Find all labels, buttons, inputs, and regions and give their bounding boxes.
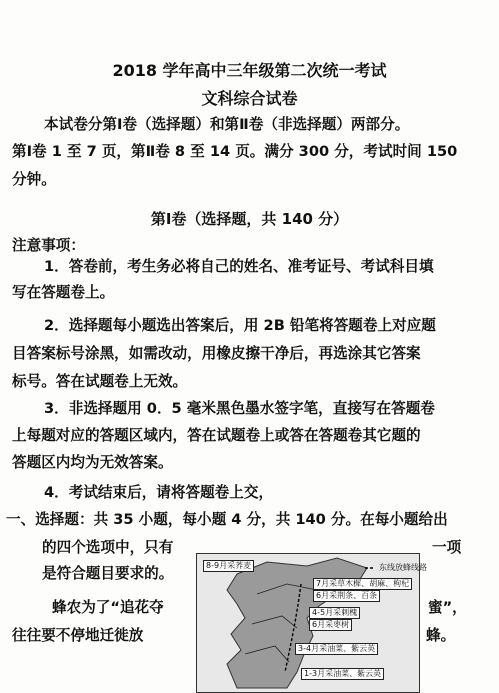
exam-subtitle: 文科综合试卷 bbox=[201, 89, 298, 108]
notice-2-line-3: 标号。答在试题卷上无效。 bbox=[12, 373, 188, 390]
label-jun: 6月采荆条、百条 bbox=[313, 590, 380, 602]
part1-line-5b: 蜂。 bbox=[426, 627, 456, 644]
notice-3-line-1: 3．非选择题用 0．5 毫米黑色墨水签字笔，直接写在答题卷 bbox=[44, 400, 435, 417]
label-sep: 8-9月采荞麦 bbox=[203, 560, 254, 572]
part1-line-1: 一、选择题：共 35 小题，每小题 4 分，共 140 分。在每小题给出 bbox=[6, 511, 448, 528]
label-jun2: 6月采枣树 bbox=[309, 619, 352, 631]
beekeeping-route-map bbox=[196, 553, 427, 693]
intro-line-1: 本试卷分第Ⅰ卷（选择题）和第Ⅱ卷（非选择题）两部分。 bbox=[44, 116, 410, 133]
part1-line-5a: 往往要不停地迁徙放 bbox=[12, 627, 144, 644]
section-title: 第Ⅰ卷（选择题，共 140 分） bbox=[150, 210, 349, 228]
part1-line-4b: 蜜”， bbox=[428, 599, 467, 616]
label-jul: 7月采草木樨、胡麻、枸杞 bbox=[313, 578, 412, 590]
notice-2-line-2: 目答案标号涂黑，如需改动，用橡皮擦干净后，再选涂其它答案 bbox=[12, 345, 421, 362]
part1-line-2a: 的四个选项中，只有 bbox=[42, 539, 174, 556]
intro-line-3: 分钟。 bbox=[12, 171, 56, 188]
notice-4-line-1: 4．考试结束后，请将答题卷上交， bbox=[44, 484, 274, 501]
notice-3-line-3: 答题区内均为无效答案。 bbox=[12, 454, 173, 471]
label-apr: 4-5月采刺槐 bbox=[309, 607, 360, 619]
label-jan: 1-3月采油菜、紫云英 bbox=[301, 668, 384, 680]
notice-1-line-2: 写在答题卷上。 bbox=[12, 284, 115, 301]
part1-line-4a: 蜂农为了“追花夺 bbox=[52, 599, 164, 616]
notice-heading: 注意事项： bbox=[12, 237, 85, 254]
notice-2-line-1: 2．选择题每小题选出答案后，用 2B 铅笔将答题卷上对应题 bbox=[44, 317, 436, 334]
exam-title: 2018 学年高中三年级第二次统一考试 bbox=[112, 61, 387, 80]
part1-line-3: 是符合题目要求的。 bbox=[42, 565, 174, 582]
notice-3-line-2: 上每题对应的答题区域内，答在试题卷上或答在答题卷其它题的 bbox=[12, 427, 421, 444]
intro-line-2: 第Ⅰ卷 1 至 7 页，第Ⅱ卷 8 至 14 页。满分 300 分，考试时间 150 bbox=[12, 143, 458, 160]
notice-1-line-1: 1．答卷前，考生务必将自己的姓名、准考证号、考试科目填 bbox=[44, 258, 434, 275]
part1-line-2b: 一项 bbox=[432, 539, 462, 556]
map-legend: 东线放蜂线路 bbox=[379, 563, 427, 572]
label-mar: 3-4月采油菜、紫云英 bbox=[295, 643, 378, 655]
